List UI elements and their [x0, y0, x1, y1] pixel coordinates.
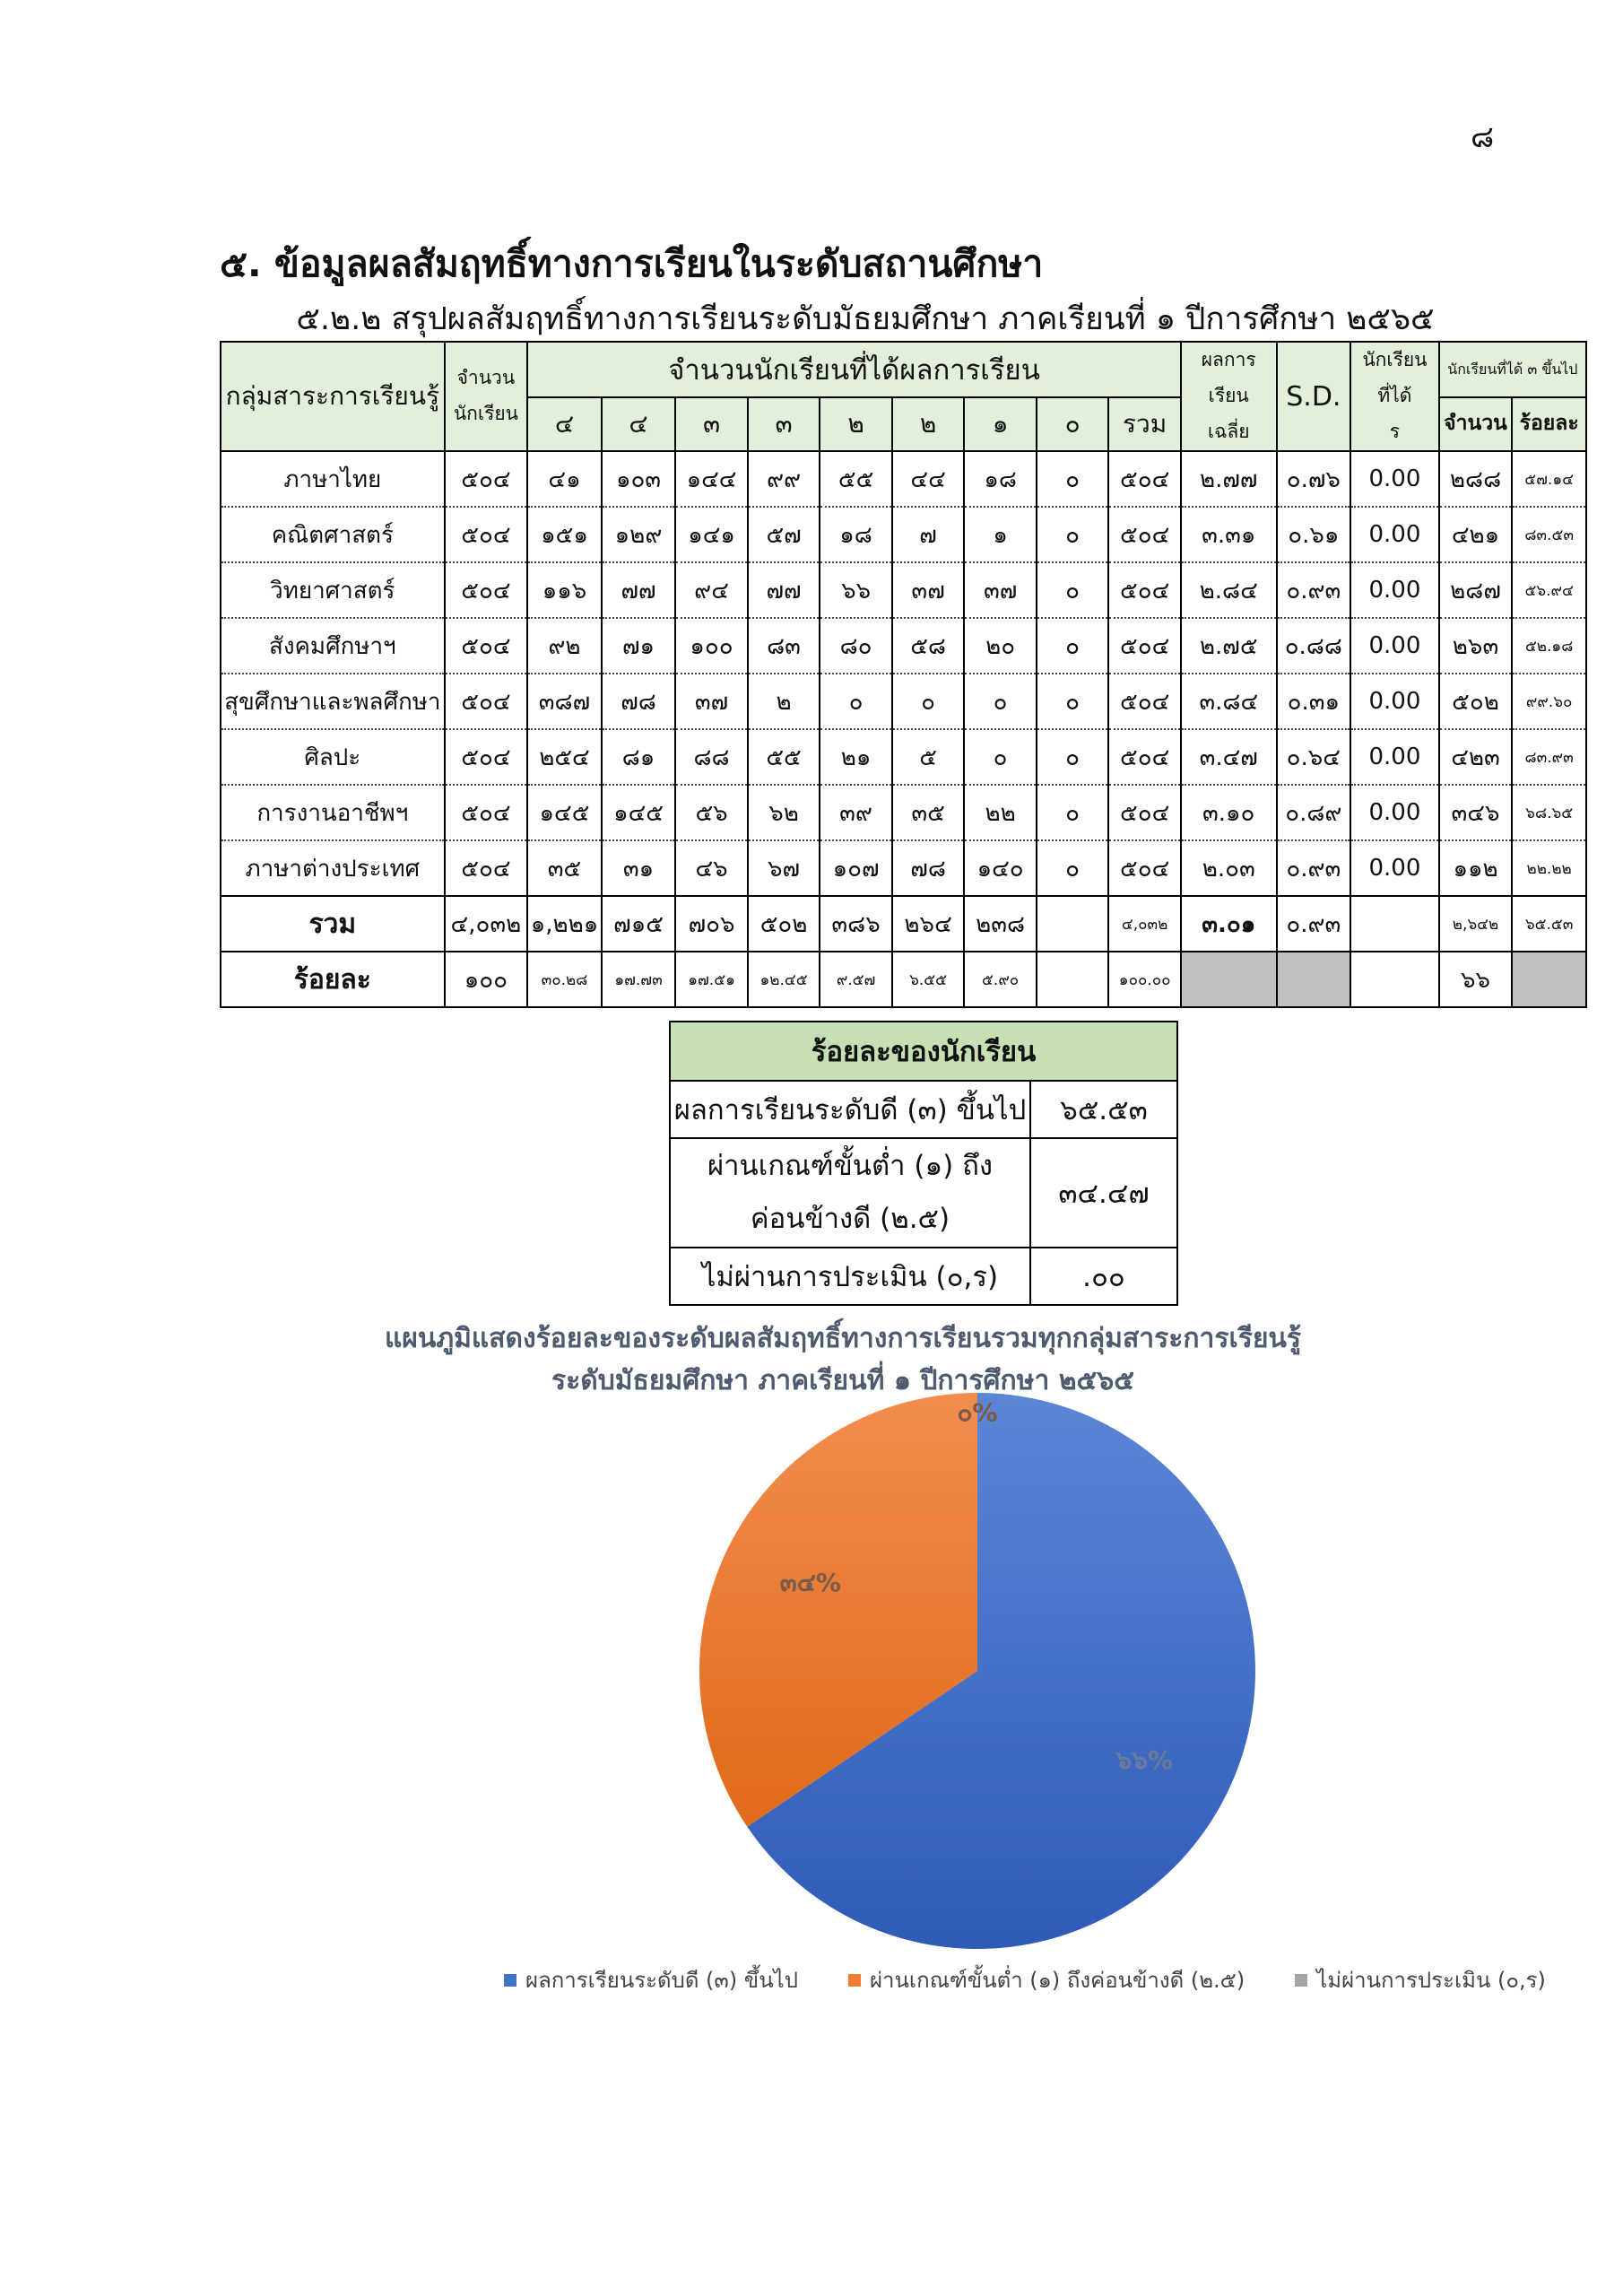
average-cell: ๒.๗๗ [1181, 451, 1277, 507]
grade-count-cell: ๒๒ [964, 785, 1037, 840]
grade-count-cell: ๘๐ [820, 618, 892, 674]
chart-legend [504, 1962, 1546, 1997]
grade-count-cell: ๕๐๒ [748, 896, 820, 952]
grade-count-cell: ๑๐๐ [675, 618, 748, 674]
grade-count-cell: ๖๗ [748, 840, 820, 896]
grade-count-cell: ๗๘ [602, 674, 676, 729]
r-cell: 0.00 [1350, 785, 1439, 840]
grade-count-cell: ๓๕ [527, 840, 602, 896]
header-grade: ๓ [675, 397, 748, 451]
header-grade: ๔ [527, 397, 602, 451]
grade-count-cell: ๘๑ [602, 729, 676, 785]
pie-data-label: ๖๖% [1115, 1744, 1174, 1775]
grade-count-cell: ๕ [892, 729, 965, 785]
header-grade: ๒ [820, 397, 892, 451]
percent-row [221, 952, 1586, 1007]
header-subject: กลุ่มสาระการเรียนรู้ [221, 342, 445, 451]
grade-count-cell: ๐ [1037, 507, 1109, 562]
students-cell: ๕๐๔ [445, 562, 528, 618]
grade-count-cell: ๑๒๙ [602, 507, 676, 562]
summary-table [669, 1021, 1178, 1306]
above3-count-cell: ๒,๖๔๒ [1439, 896, 1513, 952]
students-cell: ๕๐๔ [445, 840, 528, 896]
subject-cell: วิทยาศาสตร์ [221, 562, 445, 618]
summary-label: ผ่านเกณฑ์ขั้นต่ำ (๑) ถึง ค่อนข้างดี (๒.๕) [670, 1138, 1030, 1248]
grade-count-cell: ๓๗ [892, 562, 965, 618]
grade-count-cell [1037, 896, 1109, 952]
students-cell: ๑๐๐ [445, 952, 528, 1007]
grade-count-cell: ๐ [1037, 562, 1109, 618]
grade-count-cell: ๑๔๐ [964, 840, 1037, 896]
table-row [221, 840, 1586, 896]
grade-count-cell: ๔,๐๓๒ [1108, 896, 1181, 952]
subject-cell: การงานอาชีพฯ [221, 785, 445, 840]
grade-percent-cell: ๑๗.๕๑ [675, 952, 748, 1007]
grade-count-cell: ๑๔๔ [675, 451, 748, 507]
grade-count-cell: ๗๑๕ [602, 896, 676, 952]
r-cell: 0.00 [1350, 562, 1439, 618]
grade-count-cell: ๒๑ [820, 729, 892, 785]
above3-count-cell: ๔๒๑ [1439, 507, 1513, 562]
grade-count-cell: ๓๗ [964, 562, 1037, 618]
grade-count-cell: ๕๐๔ [1108, 618, 1181, 674]
header-grade-total: รวม [1108, 397, 1181, 451]
grade-count-cell: ๕๕ [820, 451, 892, 507]
sd-cell: ๐.๖๑ [1277, 507, 1351, 562]
grade-percent-cell: ๕.๙๐ [964, 952, 1037, 1007]
header-grade-group: จำนวนนักเรียนที่ได้ผลการเรียน [527, 342, 1181, 397]
empty-cell [1277, 952, 1351, 1007]
above3-count-cell: ๒๖๓ [1439, 618, 1513, 674]
grade-count-cell: ๐ [1037, 840, 1109, 896]
chart-title: แผนภูมิแสดงร้อยละของระดับผลสัมฤทธิ์ทางการเรียนรวมทุกกลุ่มสาระการเรียนรู้ ระดับมัธยมศึกษา ภาคเรียนที่ ๑ ปีการศึกษา ๒๕๖๕ [384, 1323, 1302, 1396]
grade-count-cell: ๐ [1037, 729, 1109, 785]
above3-percent-cell: ๖๘.๖๕ [1512, 785, 1586, 840]
subject-cell: สุขศึกษาและพลศึกษา [221, 674, 445, 729]
sd-cell: ๐.๙๓ [1277, 840, 1351, 896]
table-row [221, 562, 1586, 618]
grade-count-cell: ๐ [1037, 785, 1109, 840]
legend-label: ไม่ผ่านการประเมิน (๐,ร) [1316, 1968, 1546, 1993]
grade-count-cell: ๐ [1037, 674, 1109, 729]
grade-count-cell: ๐ [1037, 451, 1109, 507]
sd-cell: ๐.๘๘ [1277, 618, 1351, 674]
grade-count-cell: ๓๘๗ [527, 674, 602, 729]
grade-count-cell: ๒๓๘ [964, 896, 1037, 952]
grade-count-cell: ๘๘ [675, 729, 748, 785]
above3-count-cell: ๔๒๓ [1439, 729, 1513, 785]
grade-count-cell: ๕๘ [892, 618, 965, 674]
above3-percent-cell: ๘๓.๕๓ [1512, 507, 1586, 562]
grade-count-cell: ๑,๒๒๑ [527, 896, 602, 952]
students-cell: ๕๐๔ [445, 729, 528, 785]
grade-count-cell: ๕๐๔ [1108, 507, 1181, 562]
above3-count-cell: ๑๑๒ [1439, 840, 1513, 896]
above3-percent-cell: ๕๗.๑๔ [1512, 451, 1586, 507]
header-grade: ๔ [602, 397, 676, 451]
above3-count-cell: ๖๖ [1439, 952, 1513, 1007]
grade-count-cell: ๙๒ [527, 618, 602, 674]
sd-cell: ๐.๙๓ [1277, 896, 1351, 952]
grade-percent-cell: ๓๐.๒๘ [527, 952, 602, 1007]
above3-count-cell: ๓๔๖ [1439, 785, 1513, 840]
grade-count-cell: ๖๒ [748, 785, 820, 840]
grade-count-cell: ๗๑ [602, 618, 676, 674]
grade-count-cell: ๔๖ [675, 840, 748, 896]
grade-count-cell: ๗๘ [892, 840, 965, 896]
grade-count-cell: ๕๕ [748, 729, 820, 785]
table-caption: ๕.๒.๒ สรุปผลสัมฤทธิ์ทางการเรียนระดับมัธยมศึกษา ภาคเรียนที่ ๑ ปีการศึกษา ๒๕๖๕ [296, 301, 1435, 337]
table-row [221, 729, 1586, 785]
grade-count-cell: ๙๔ [675, 562, 748, 618]
header-grade: ๒ [892, 397, 965, 451]
grade-count-cell: ๓๘๖ [820, 896, 892, 952]
legend-swatch [1295, 1974, 1307, 1987]
grade-count-cell: ๗๐๖ [675, 896, 748, 952]
summary-value: ๖๕.๕๓ [1030, 1081, 1177, 1138]
grade-percent-cell: ๖.๕๕ [892, 952, 965, 1007]
grade-percent-cell [1037, 952, 1109, 1007]
subject-cell: สังคมศึกษาฯ [221, 618, 445, 674]
students-cell: ๕๐๔ [445, 507, 528, 562]
above3-percent-cell: ๖๕.๕๓ [1512, 896, 1586, 952]
average-cell: ๓.๔๗ [1181, 729, 1277, 785]
sd-cell: ๐.๗๖ [1277, 451, 1351, 507]
table-row [221, 451, 1586, 507]
grade-count-cell: ๓๕ [892, 785, 965, 840]
grade-count-cell: ๑๘ [820, 507, 892, 562]
subject-cell: คณิตศาสตร์ [221, 507, 445, 562]
sd-cell: ๐.๘๙ [1277, 785, 1351, 840]
legend-swatch [504, 1974, 516, 1987]
grade-count-cell: ๐ [964, 729, 1037, 785]
table-row [221, 618, 1586, 674]
grade-count-cell: ๗๗ [602, 562, 676, 618]
table-row [221, 507, 1586, 562]
grade-count-cell: ๗ [892, 507, 965, 562]
summary-value: ๓๔.๔๗ [1030, 1138, 1177, 1248]
summary-label: ผลการเรียนระดับดี (๓) ขึ้นไป [670, 1081, 1030, 1138]
r-cell: 0.00 [1350, 451, 1439, 507]
grade-count-cell: ๕๐๔ [1108, 785, 1181, 840]
grade-count-cell: ๖๖ [820, 562, 892, 618]
header-students: จำนวน นักเรียน [445, 342, 528, 451]
grade-count-cell: ๔๔ [892, 451, 965, 507]
pie-data-label: ๓๔% [779, 1568, 841, 1598]
grade-count-cell: ๕๐๔ [1108, 674, 1181, 729]
empty-cell [1350, 952, 1439, 1007]
above3-percent-cell: ๘๓.๙๓ [1512, 729, 1586, 785]
students-cell: ๔,๐๓๒ [445, 896, 528, 952]
summary-title: ร้อยละของนักเรียน [670, 1022, 1177, 1081]
grade-count-cell: ๒ [748, 674, 820, 729]
grade-count-cell: ๐ [892, 674, 965, 729]
above3-percent-cell: ๕๖.๙๔ [1512, 562, 1586, 618]
section-heading: ๕. ข้อมูลผลสัมฤทธิ์ทางการเรียนในระดับสถานศึกษา [220, 242, 1044, 285]
r-cell: 0.00 [1350, 674, 1439, 729]
grade-count-cell: ๑๑๖ [527, 562, 602, 618]
sd-cell: ๐.๖๔ [1277, 729, 1351, 785]
grade-percent-cell: ๙.๕๗ [820, 952, 892, 1007]
grade-count-cell: ๑๔๑ [675, 507, 748, 562]
students-cell: ๕๐๔ [445, 785, 528, 840]
grade-count-cell: ๘๓ [748, 618, 820, 674]
grade-count-cell: ๔๑ [527, 451, 602, 507]
legend-item [1295, 1962, 1546, 1997]
grade-count-cell: ๑๐๓ [602, 451, 676, 507]
grade-count-cell: ๑๘ [964, 451, 1037, 507]
legend-item [504, 1962, 798, 1997]
summary-label: ไม่ผ่านการประเมิน (๐,ร) [670, 1248, 1030, 1305]
average-cell: ๒.๘๔ [1181, 562, 1277, 618]
header-percent: ร้อยละ [1512, 397, 1586, 451]
grade-count-cell: ๐ [964, 674, 1037, 729]
grade-count-cell: ๒๖๔ [892, 896, 965, 952]
header-r-students: นักเรียน ที่ได้ ร [1350, 342, 1439, 451]
grade-count-cell: ๓๑ [602, 840, 676, 896]
grade-count-cell: ๕๐๔ [1108, 562, 1181, 618]
students-cell: ๕๐๔ [445, 451, 528, 507]
grade-count-cell: ๒๐ [964, 618, 1037, 674]
grade-percent-cell: ๑๐๐.๐๐ [1108, 952, 1181, 1007]
grade-count-cell: ๗๗ [748, 562, 820, 618]
achievement-table [220, 341, 1587, 1008]
average-cell: ๓.๓๑ [1181, 507, 1277, 562]
r-cell [1350, 896, 1439, 952]
legend-swatch [848, 1974, 861, 1987]
students-cell: ๕๐๔ [445, 618, 528, 674]
grade-count-cell: ๕๖ [675, 785, 748, 840]
average-cell: ๒.๐๓ [1181, 840, 1277, 896]
page-number: ๘ [1471, 119, 1495, 155]
subject-cell: ภาษาไทย [221, 451, 445, 507]
average-cell: ๒.๗๕ [1181, 618, 1277, 674]
grade-count-cell: ๑๕๑ [527, 507, 602, 562]
grade-count-cell: ๑๔๕ [602, 785, 676, 840]
grade-count-cell: ๐ [1037, 618, 1109, 674]
sd-cell: ๐.๓๑ [1277, 674, 1351, 729]
r-cell: 0.00 [1350, 840, 1439, 896]
header-grade: ๑ [964, 397, 1037, 451]
grade-count-cell: ๐ [820, 674, 892, 729]
average-cell: ๓.๘๔ [1181, 674, 1277, 729]
subject-cell: ศิลปะ [221, 729, 445, 785]
pie-data-label: ๐% [957, 1397, 998, 1428]
grade-count-cell: ๕๐๔ [1108, 840, 1181, 896]
grade-count-cell: ๓๙ [820, 785, 892, 840]
subject-cell: ภาษาต่างประเทศ [221, 840, 445, 896]
empty-cell [1181, 952, 1277, 1007]
pie-chart [681, 1388, 1273, 1953]
average-cell: ๓.๐๑ [1181, 896, 1277, 952]
legend-label: ผลการเรียนระดับดี (๓) ขึ้นไป [525, 1968, 798, 1993]
above3-percent-cell: ๕๒.๑๘ [1512, 618, 1586, 674]
r-cell: 0.00 [1350, 618, 1439, 674]
header-grade: ๓ [748, 397, 820, 451]
grade-count-cell: ๑ [964, 507, 1037, 562]
above3-percent-cell: ๙๙.๖๐ [1512, 674, 1586, 729]
grade-count-cell: ๓๗ [675, 674, 748, 729]
empty-cell [1512, 952, 1586, 1007]
grade-count-cell: ๕๐๔ [1108, 729, 1181, 785]
header-above3: นักเรียนที่ได้ ๓ ขึ้นไป [1439, 342, 1586, 397]
table-row [221, 785, 1586, 840]
grade-count-cell: ๑๐๗ [820, 840, 892, 896]
above3-count-cell: ๒๘๘ [1439, 451, 1513, 507]
r-cell: 0.00 [1350, 507, 1439, 562]
above3-percent-cell: ๒๒.๒๒ [1512, 840, 1586, 896]
total-label: รวม [221, 896, 445, 952]
grade-count-cell: ๙๙ [748, 451, 820, 507]
table-row [221, 674, 1586, 729]
header-count: จำนวน [1439, 397, 1513, 451]
grade-count-cell: ๕๐๔ [1108, 451, 1181, 507]
grade-count-cell: ๑๔๕ [527, 785, 602, 840]
grade-count-cell: ๕๗ [748, 507, 820, 562]
average-cell: ๓.๑๐ [1181, 785, 1277, 840]
grade-count-cell: ๒๕๔ [527, 729, 602, 785]
above3-count-cell: ๕๐๒ [1439, 674, 1513, 729]
grade-percent-cell: ๑๗.๗๓ [602, 952, 676, 1007]
grade-percent-cell: ๑๒.๔๕ [748, 952, 820, 1007]
legend-label: ผ่านเกณฑ์ขั้นต่ำ (๑) ถึงค่อนข้างดี (๒.๕) [869, 1968, 1245, 1993]
summary-value: .๐๐ [1030, 1248, 1177, 1305]
header-grade: ๐ [1037, 397, 1109, 451]
above3-count-cell: ๒๘๗ [1439, 562, 1513, 618]
sd-cell: ๐.๙๓ [1277, 562, 1351, 618]
r-cell: 0.00 [1350, 729, 1439, 785]
header-average: ผลการ เรียน เฉลี่ย [1181, 342, 1277, 451]
legend-item [848, 1962, 1245, 1997]
header-sd: S.D. [1277, 342, 1351, 451]
percent-label: ร้อยละ [221, 952, 445, 1007]
total-row [221, 896, 1586, 952]
students-cell: ๕๐๔ [445, 674, 528, 729]
